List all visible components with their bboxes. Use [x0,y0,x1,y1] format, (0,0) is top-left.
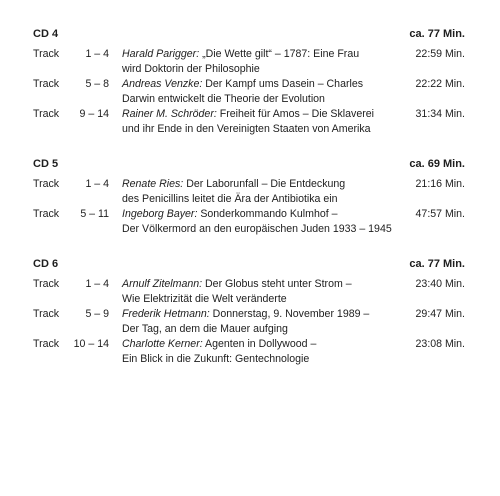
track-row [33,277,465,307]
cd-block-4 [33,27,465,137]
cd-title: CD 6 [33,258,59,270]
track-description [109,107,395,137]
cd-title: CD 4 [33,28,59,40]
track-title-line2: Der Tag, an dem die Mauer aufging [122,323,288,335]
track-description [109,77,395,107]
cd-duration: ca. 69 Min. [409,158,465,170]
track-label: Track [33,208,60,220]
track-time: 22:59 Min. [415,48,465,60]
track-range: 5 – 9 [85,308,109,320]
cd-header [33,27,465,41]
track-row [33,207,465,237]
track-author: Renate Ries: [122,178,184,190]
track-description [109,337,395,367]
track-author: Rainer M. Schröder: [122,108,217,120]
cd-duration: ca. 77 Min. [409,28,465,40]
cd-duration: ca. 77 Min. [409,258,465,270]
cd-header [33,157,465,171]
track-range: 10 – 14 [73,338,109,350]
track-title-line1: Der Laborunfall – Die Entdeckung [183,178,346,190]
track-time: 47:57 Min. [415,208,465,220]
track-row [33,337,465,367]
track-time: 29:47 Min. [415,308,465,320]
track-range: 5 – 11 [80,208,109,220]
track-time: 23:08 Min. [415,338,465,350]
track-author: Harald Parigger: [122,48,200,60]
track-title-line2: und ihr Ende in den Vereinigten Staaten von Amerika [122,123,371,135]
track-title-line2: Wie Elektrizität die Welt veränderte [122,293,287,305]
track-title-line2: des Penicillins leitet die Ära der Antibiotika ein [122,193,338,205]
track-title-line1: Der Kampf ums Dasein – Charles [202,78,364,90]
track-range: 1 – 4 [85,178,109,190]
track-title-line1: „Die Wette gilt“ – 1787: Eine Frau [199,48,360,60]
track-time: 22:22 Min. [415,78,465,90]
track-title-line1: Der Globus steht unter Strom – [202,278,352,290]
track-label: Track [33,178,60,190]
track-title-line2: Der Völkermord an den europäischen Juden 1933 – 1945 [122,223,392,235]
track-title-line1: Sonderkommando Kulmhof – [197,208,338,220]
track-range: 1 – 4 [85,278,109,290]
track-label: Track [33,48,60,60]
track-label: Track [33,78,60,90]
track-row [33,107,465,137]
track-range: 9 – 14 [79,108,109,120]
track-title-line1: Donnerstag, 9. November 1989 – [209,308,370,320]
track-title-line2: Darwin entwickelt die Theorie der Evolution [122,93,325,105]
track-label: Track [33,308,60,320]
track-author: Charlotte Kerner: [122,338,203,350]
track-time: 31:34 Min. [415,108,465,120]
track-row [33,177,465,207]
track-description [109,277,395,307]
track-author: Andreas Venzke: [122,78,203,90]
track-title-line2: Ein Blick in die Zukunft: Gentechnologie [122,353,310,365]
track-label: Track [33,278,60,290]
track-description [109,47,395,77]
track-description [109,207,395,237]
track-title-line1: Freiheit für Amos – Die Sklaverei [216,108,374,120]
track-row [33,77,465,107]
track-author: Arnulf Zitelmann: [122,278,203,290]
cd-block-5 [33,157,465,237]
cd-block-6 [33,257,465,367]
track-description [109,307,395,337]
track-author: Ingeborg Bayer: [122,208,198,220]
track-time: 23:40 Min. [415,278,465,290]
track-range: 5 – 8 [85,78,109,90]
track-range: 1 – 4 [85,48,109,60]
track-label: Track [33,338,60,350]
track-description [109,177,395,207]
cd-title: CD 5 [33,158,59,170]
track-title-line2: wird Doktorin der Philosophie [122,63,260,75]
track-author: Frederik Hetmann: [122,308,210,320]
track-row [33,47,465,77]
track-title-line1: Agenten in Dollywood – [202,338,317,350]
track-label: Track [33,108,60,120]
track-time: 21:16 Min. [415,178,465,190]
tracklist-page [33,27,465,387]
track-row [33,307,465,337]
cd-header [33,257,465,271]
